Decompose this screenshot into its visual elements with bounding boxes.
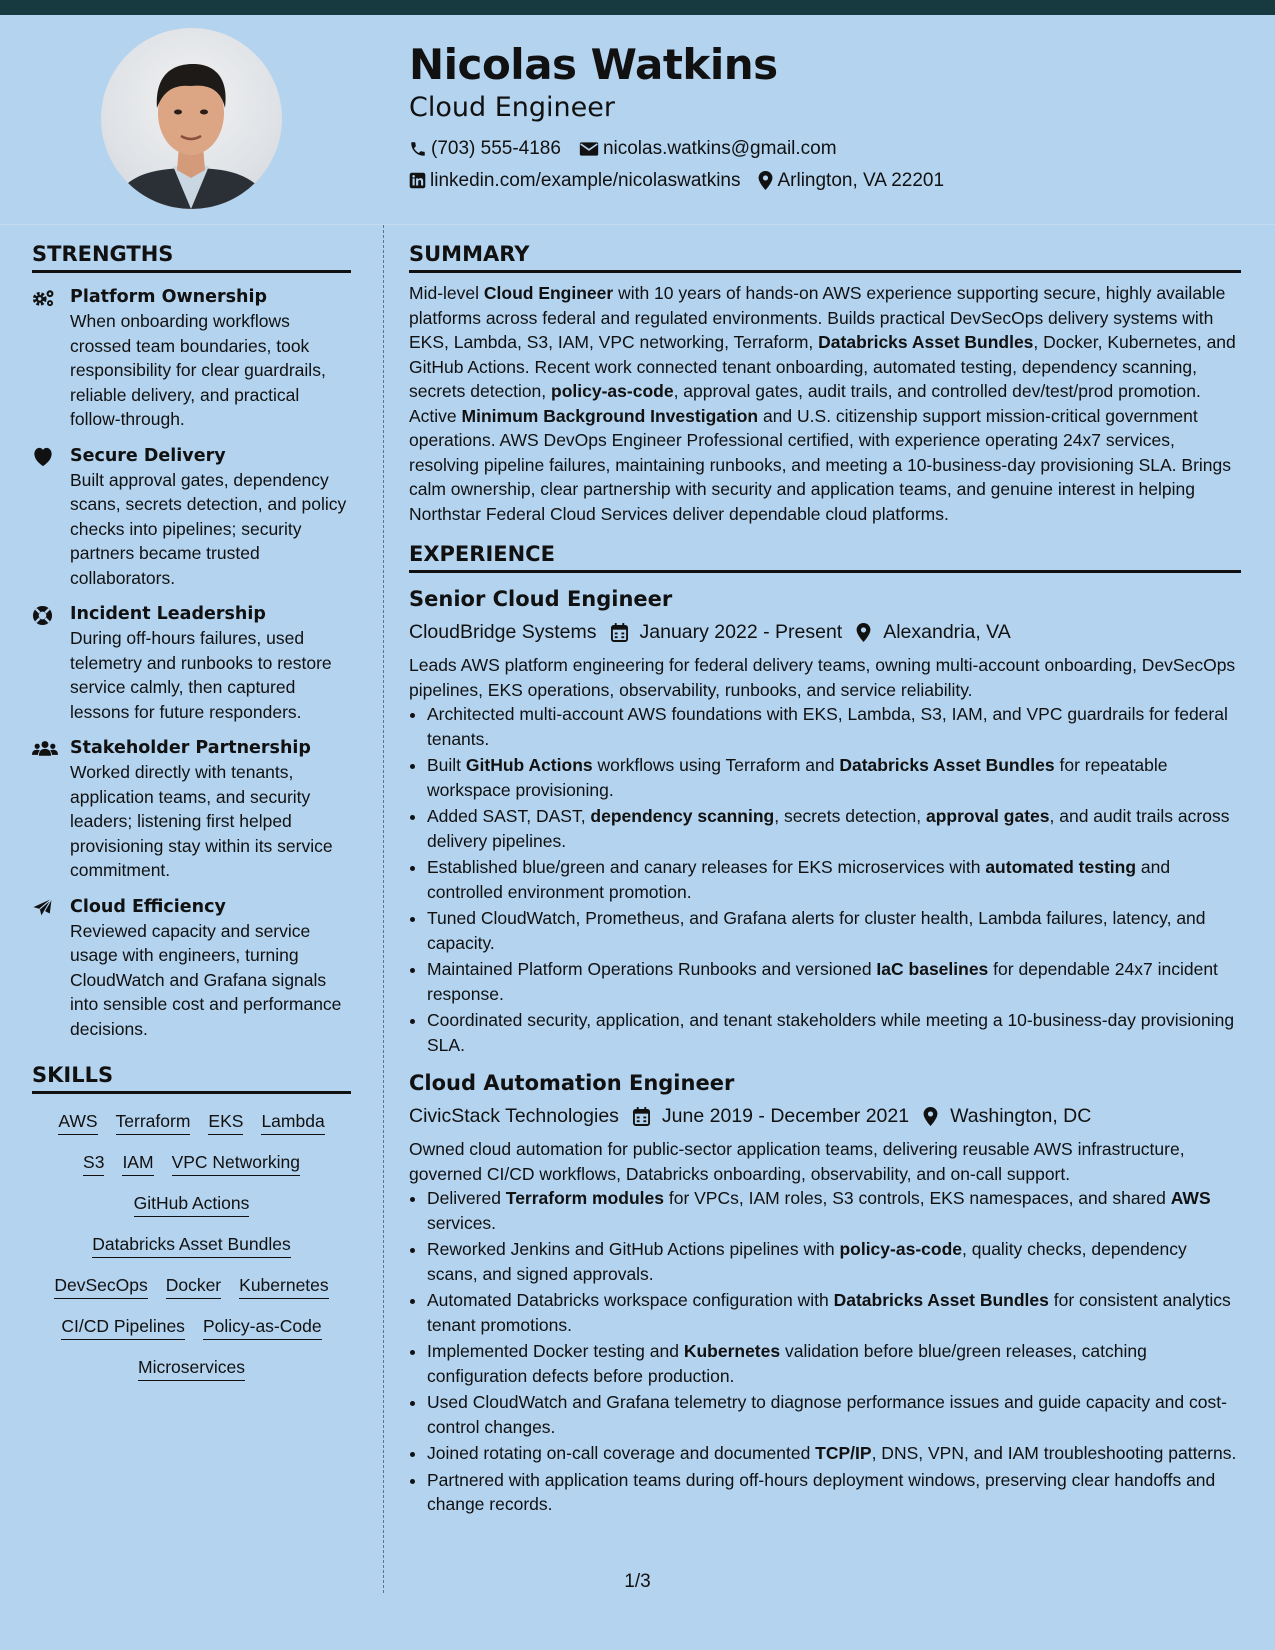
job-meta [409, 1101, 1241, 1131]
strength-description: Worked directly with tenants, application teams, and security leaders; listening first helped provisioning stay within its service commitment. [70, 762, 333, 880]
bullet-item: • Reworked Jenkins and GitHub Actions pipelines with policy-as-code, quality checks, dependency scans, and signed approvals. [427, 1237, 1241, 1286]
job-description: Owned cloud automation for public-sector application teams, delivering reusable AWS infrastructure, governed CI/CD workflows, Databricks onboarding, observability, and on-call support. [409, 1139, 1185, 1184]
strength-item [32, 285, 351, 432]
strength-title: Stakeholder Partnership [70, 738, 311, 758]
gears-icon [32, 288, 56, 308]
linkedin-contact [409, 170, 740, 192]
emphasis-text: Databricks Asset Bundles [833, 1290, 1049, 1310]
left-column [32, 240, 351, 1381]
skill-tag: Terraform [116, 1109, 191, 1135]
job-dates: January 2022 - Present [639, 620, 843, 643]
strength-item [32, 895, 351, 1042]
bullet-item: • Established blue/green and canary releases for EKS microservices with automated testing and controlled environment promotion. [427, 855, 1241, 904]
column-divider [383, 225, 384, 1593]
emphasis-text: Databricks Asset Bundles [818, 332, 1034, 352]
phone-icon [409, 140, 427, 158]
summary-heading: SUMMARY [409, 240, 1241, 273]
calendar-icon [611, 623, 628, 642]
strength-item [32, 736, 351, 883]
job-position: Senior Cloud Engineer [409, 587, 673, 611]
skill-tag: IAM [122, 1150, 153, 1176]
skill-tag: VPC Networking [172, 1150, 300, 1176]
strength-description: Reviewed capacity and service usage with engineers, turning CloudWatch and Grafana signals into sensible cost and performance decisions. [70, 920, 342, 1039]
bullet-item: • Implemented Docker testing and Kubernetes validation before blue/green releases, catching configuration defects before production. [427, 1339, 1241, 1388]
summary-text: Mid-level Cloud Engineer with 10 years of hands-on AWS experience supporting secure, highly available platforms across federal and regulated environments. Builds practical DevSecOps delivery systems with EKS, Lambda, S3, IAM, VPC networking, Terraform, Databricks Asset Bundles, Docker, Kubernetes, and GitHub Actions. Recent work connected tenant onboarding, automated testing, dependency scanning, secrets detection, policy-as-code, approval gates, audit trails, and controlled dev/test/prod promotion. Active Minimum Background Investigation and U.S. citizenship support mission-critical government operations. AWS DevOps Engineer Professional certified, with experience operating 24x7 services, resolving pipeline failures, maintaining runbooks, and meeting a 10-business-day provisioning SLA. Brings calm ownership, clear partnership with security and application teams, and genuine interest in helping Northstar Federal Cloud Services deliver dependable cloud platforms. [409, 283, 1236, 524]
contact-row-1 [409, 133, 1249, 165]
users-icon [32, 739, 58, 757]
skill-tag: Docker [166, 1273, 221, 1299]
job-bullets [409, 702, 1241, 1057]
emphasis-text: AWS [1170, 1188, 1211, 1208]
emphasis-text: Kubernetes [683, 1341, 781, 1361]
paper-plane-icon [32, 898, 53, 918]
skill-tag: DevSecOps [54, 1273, 147, 1299]
right-column [409, 240, 1241, 1519]
emphasis-text: IaC baselines [876, 959, 989, 979]
page-number: 1/3 [624, 1571, 651, 1592]
bullet-item: • Delivered Terraform modules for VPCs, IAM roles, S3 controls, EKS namespaces, and shared AWS services. [427, 1186, 1241, 1235]
skill-tag: S3 [83, 1150, 104, 1176]
contact-row-2 [409, 165, 1249, 197]
bullet-item: • Coordinated security, application, and tenant stakeholders while meeting a 10-business-day provisioning SLA. [427, 1008, 1241, 1057]
life-ring-icon [32, 605, 53, 626]
skill-tag: Microservices [138, 1355, 245, 1381]
emphasis-text: Minimum Background Investigation [461, 405, 759, 426]
map-pin-icon [758, 171, 773, 190]
strength-item [32, 444, 351, 591]
profile-photo [101, 28, 282, 209]
job-dates: June 2019 - December 2021 [661, 1104, 910, 1127]
calendar-icon [633, 1107, 650, 1126]
envelope-icon [579, 141, 599, 157]
emphasis-text: dependency scanning [590, 806, 775, 826]
bullet-item: • Joined rotating on-call coverage and documented TCP/IP, DNS, VPN, and IAM troubleshooting patterns. [427, 1441, 1241, 1466]
experience-heading: EXPERIENCE [409, 540, 1241, 573]
job-bullets [409, 1186, 1241, 1517]
bullet-item: • Tuned CloudWatch, Prometheus, and Grafana alerts for cluster health, Lambda failures, latency, and capacity. [427, 906, 1241, 955]
map-pin-icon [856, 623, 871, 642]
top-bar [0, 0, 1275, 15]
skill-tag: AWS [58, 1109, 97, 1135]
emphasis-text: policy-as-code [551, 381, 674, 401]
email-contact [579, 138, 837, 160]
skill-tag: GitHub Actions [134, 1191, 250, 1217]
emphasis-text: Terraform modules [505, 1188, 664, 1208]
job-dates-group [633, 1105, 909, 1128]
job-company: CloudBridge Systems [409, 620, 597, 643]
bullet-item: • Automated Databricks workspace configuration with Databricks Asset Bundles for consistent analytics tenant promotions. [427, 1288, 1241, 1337]
skill-tag: Policy-as-Code [203, 1314, 322, 1340]
emphasis-text: Databricks Asset Bundles [839, 755, 1055, 775]
strength-title: Cloud Efficiency [70, 896, 226, 917]
emphasis-text: GitHub Actions [465, 755, 593, 775]
emphasis-text: Cloud Engineer [483, 283, 614, 303]
location-contact [758, 170, 944, 192]
job-dates-group [611, 621, 843, 644]
bullet-item: • Architected multi-account AWS foundations with EKS, Lambda, S3, IAM, and VPC guardrails for federal tenants. [427, 702, 1241, 751]
emphasis-text: approval gates [925, 806, 1050, 826]
skill-tag: CI/CD Pipelines [61, 1314, 185, 1340]
email-address[interactable]: nicolas.watkins@gmail.com [602, 137, 837, 159]
linkedin-url[interactable]: linkedin.com/example/nicolaswatkins [430, 169, 741, 191]
bullet-item: • Maintained Platform Operations Runbooks and versioned IaC baselines for dependable 24x7 incident response. [427, 957, 1241, 1006]
job-description: Leads AWS platform engineering for federal delivery teams, owning multi-account onboarding, DevSecOps pipelines, EKS operations, observability, runbooks, and service reliability. [409, 655, 1236, 700]
strength-title: Secure Delivery [70, 445, 226, 466]
bullet-item: • Used CloudWatch and Grafana telemetry to diagnose performance issues and guide capacity and cost-control changes. [427, 1390, 1241, 1439]
candidate-name: Nicolas Watkins [409, 40, 778, 89]
emphasis-text: TCP/IP [815, 1443, 872, 1463]
header-separator [0, 224, 1275, 225]
location-text: Arlington, VA 22201 [777, 169, 945, 191]
job-meta [409, 617, 1241, 647]
job-location-group [856, 621, 1011, 644]
job-location-group [923, 1105, 1091, 1128]
job-company: CivicStack Technologies [409, 1104, 619, 1127]
skill-tag: Kubernetes [239, 1273, 329, 1299]
bullet-item: • Added SAST, DAST, dependency scanning, secrets detection, approval gates, and audit trails across delivery pipelines. [427, 804, 1241, 853]
job-entry [409, 1069, 1241, 1517]
strength-title: Incident Leadership [70, 604, 266, 624]
skill-tag: Databricks Asset Bundles [92, 1232, 290, 1258]
portrait-image [101, 28, 282, 209]
job-position: Cloud Automation Engineer [409, 1071, 735, 1095]
emphasis-text: policy-as-code [839, 1239, 962, 1259]
strength-item [32, 602, 351, 724]
strength-description: When onboarding workflows crossed team boundaries, took responsibility for clear guardrails, reliable delivery, and practical follow-through. [70, 311, 326, 429]
skills-heading: SKILLS [32, 1061, 351, 1094]
heart-icon [32, 447, 54, 467]
strength-description: During off-hours failures, used telemetry and runbooks to restore service calmly, then captured lessons for future responders. [70, 628, 332, 722]
emphasis-text: automated testing [985, 857, 1137, 877]
job-location: Washington, DC [950, 1104, 1092, 1127]
job-entry [409, 585, 1241, 1057]
resume-header [409, 40, 1249, 197]
phone-contact [409, 138, 561, 160]
skill-tag: EKS [208, 1109, 243, 1135]
bullet-item: • Built GitHub Actions workflows using Terraform and Databricks Asset Bundles for repeatable workspace provisioning. [427, 753, 1241, 802]
job-location: Alexandria, VA [883, 620, 1011, 643]
strength-title: Platform Ownership [70, 287, 267, 307]
strengths-heading: STRENGTHS [32, 240, 351, 273]
bullet-item: • Partnered with application teams during off-hours deployment windows, preserving clear handoffs and change records. [427, 1468, 1241, 1517]
strength-description: Built approval gates, dependency scans, secrets detection, and policy checks into pipelines; security partners became trusted collaborators. [70, 469, 347, 588]
linkedin-icon [409, 172, 426, 189]
skills-list [32, 1109, 351, 1381]
job-title-headline: Cloud Engineer [409, 92, 615, 124]
skill-tag: Lambda [261, 1109, 324, 1135]
map-pin-icon [923, 1107, 938, 1126]
phone-number[interactable]: (703) 555-4186 [431, 137, 561, 159]
